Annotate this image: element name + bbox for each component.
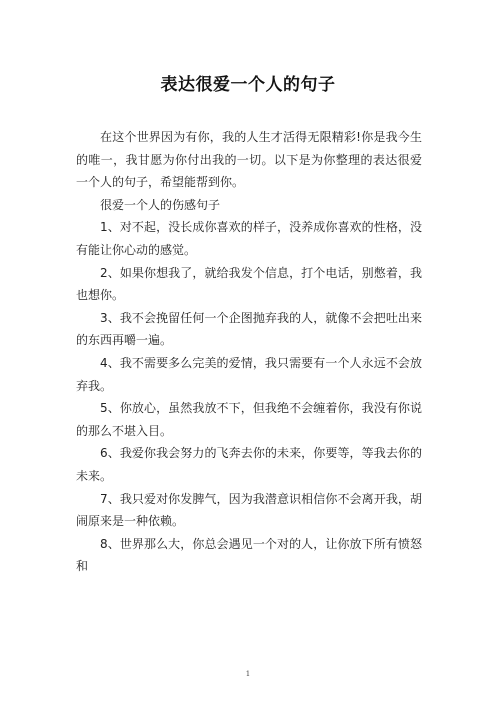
document-body: [76, 126, 422, 578]
list-item: 7、我只爱对你发脾气，因为我潜意识相信你不会离开我，胡闹原来是一种依赖。: [76, 491, 422, 529]
list-item: 5、你放心，虽然我放不下，但我绝不会缠着你，我没有你说的那么不堪入目。: [76, 401, 422, 438]
list-item: 2、如果你想我了，就给我发个信息，打个电话，别憋着，我也想你。: [76, 265, 422, 303]
intro-paragraph: 在这个世界因为有你，我的人生才活得无限精彩!你是我今生的唯一，我甘愿为你付出我的一切。以下是为你整理的表达很爱一个人的句子，希望能帮到你。: [76, 130, 422, 190]
list-item: 4、我不需要多么完美的爱情，我只需要有一个人永远不会放弃我。: [76, 355, 422, 393]
list-item: 1、对不起，没长成你喜欢的样子，没养成你喜欢的性格，没有能让你心动的感觉。: [76, 220, 422, 257]
list-item: 6、我爱你我会努力的飞奔去你的未来，你要等，等我去你的未来。: [76, 446, 422, 483]
list-item: 8、世界那么大，你总会遇见一个对的人，让你放下所有愤怒和: [76, 536, 422, 574]
section-heading: 很爱一个人的伤感句子: [100, 197, 221, 212]
list-item: 3、我不会挽留任何一个企图抛弃我的人，就像不会把吐出来的东西再嚼一遍。: [76, 310, 422, 348]
document-title: 表达很爱一个人的句子: [160, 75, 336, 95]
page-number: 1: [245, 670, 251, 678]
